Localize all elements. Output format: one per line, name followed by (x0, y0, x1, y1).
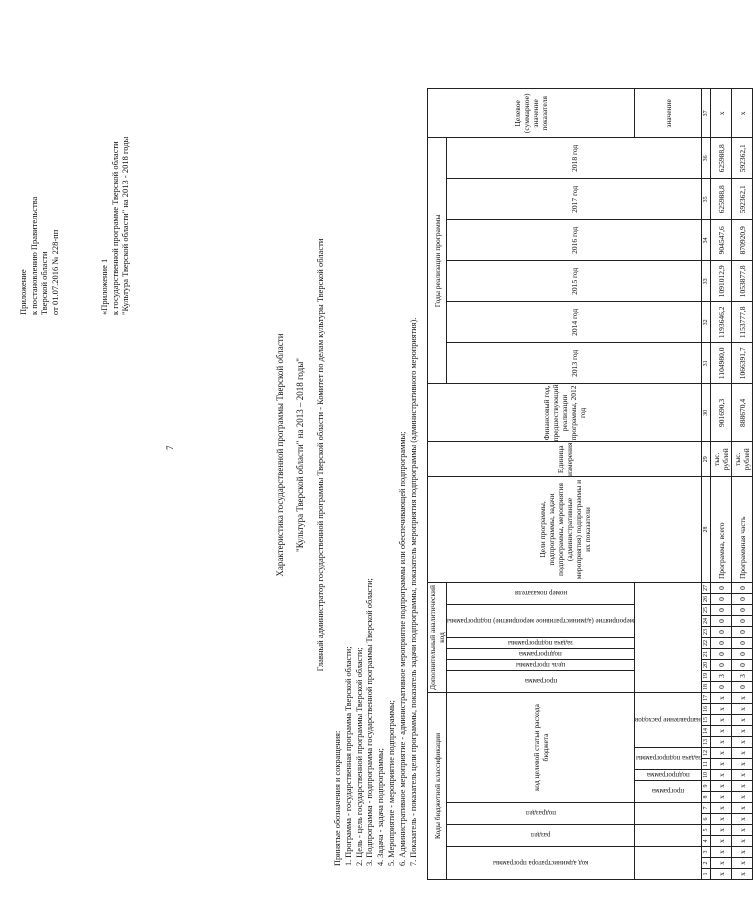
column-number: 25 (702, 605, 711, 616)
header-razdel: раздел (447, 825, 635, 847)
column-number: 20 (702, 660, 711, 671)
column-number: 29 (702, 442, 711, 477)
header-podrazdel: подраздел (447, 803, 635, 825)
header-dop-programma: программа (447, 671, 635, 693)
doc-subtitle: "Культура Тверской области" на 2013 – 2018 годы" (295, 358, 305, 552)
column-number: 18 (702, 682, 711, 693)
code-cell: x (711, 781, 732, 792)
appendix-line: к постановлению Правительства (28, 196, 39, 315)
column-number: 33 (702, 261, 711, 302)
code-cell: x (732, 814, 753, 825)
program-table (427, 88, 753, 880)
code-cell: 0 (711, 627, 732, 638)
code-cell: 0 (711, 605, 732, 616)
code-cell: x (711, 847, 732, 858)
table-row (732, 89, 753, 880)
code-cell: x (732, 825, 753, 836)
row-year-value: 592362,1 (732, 138, 753, 179)
header-admin-code: код администратора программы (447, 847, 635, 880)
column-number: 5 (702, 825, 711, 836)
column-number: 31 (702, 343, 711, 384)
column-number: 14 (702, 726, 711, 737)
doc-title: Характеристика государственной программы Тверской области (275, 333, 285, 577)
row-year-value: 592362,1 (732, 179, 753, 220)
code-cell: x (711, 858, 732, 869)
code-cell: x (732, 770, 753, 781)
column-number: 27 (702, 583, 711, 594)
header-fin-year: Финансовый год, предшествующий реализации программы, 2012 год (428, 384, 702, 442)
code-cell: x (711, 803, 732, 814)
rotated-sheet (15, 20, 751, 890)
code-cell: 0 (711, 682, 732, 693)
column-number: 12 (702, 748, 711, 759)
column-number: 2 (702, 858, 711, 869)
header-programma: программа (635, 781, 702, 803)
code-cell: 0 (732, 583, 753, 594)
header-value: значение (635, 89, 702, 138)
appendix-line: Тверской области (39, 251, 49, 315)
code-cell: x (732, 715, 753, 726)
code-cell: 3 (711, 671, 732, 682)
code-cell: 3 (732, 671, 753, 682)
column-number: 37 (702, 89, 711, 138)
header-dop-nomer: номер показателя (447, 583, 635, 605)
row-year-value: 1053877,8 (732, 261, 753, 302)
code-cell: 0 (732, 627, 753, 638)
code-cell: x (711, 770, 732, 781)
admin-line: Главный администратор государственной программы Тверской области - Комитет по делам культуры Тверской области (315, 238, 325, 672)
row-year-value: 870920,9 (732, 220, 753, 261)
column-number: 11 (702, 759, 711, 770)
code-cell: x (711, 715, 732, 726)
code-cell: x (732, 693, 753, 704)
code-cell: x (711, 726, 732, 737)
column-number: 7 (702, 803, 711, 814)
column-number: 8 (702, 792, 711, 803)
row-year-value: 625988,8 (711, 138, 732, 179)
code-cell: 0 (711, 594, 732, 605)
row-fin-value: 901690,3 (711, 384, 732, 442)
header-year-2017: 2017 год (447, 179, 702, 220)
row-year-value: 1091012,9 (711, 261, 732, 302)
code-cell: 0 (711, 616, 732, 627)
code-cell: 0 (732, 638, 753, 649)
row-unit: тыс. рублей (732, 442, 753, 477)
column-number: 19 (702, 671, 711, 682)
column-number: 9 (702, 781, 711, 792)
header-year-2014: 2014 год (447, 302, 702, 343)
column-number: 26 (702, 594, 711, 605)
notes-block (333, 318, 419, 866)
column-number: 21 (702, 649, 711, 660)
column-number: 22 (702, 638, 711, 649)
page-number: 7 (165, 445, 175, 450)
appendix-line: Приложение (18, 269, 28, 315)
code-cell: x (732, 792, 753, 803)
header-dop-code: Дополнительный аналитический код (428, 583, 447, 693)
appendix-line: к государственной программе Тверской области (109, 141, 120, 315)
code-cell: x (732, 748, 753, 759)
row-year-value: 1104980,0 (711, 343, 732, 384)
row-year-value: 904547,6 (711, 220, 732, 261)
header-zadacha: задача подпрограммы (635, 748, 702, 770)
header-dop-meropriyatie: мероприятие (административное мероприятие) подпрограммы (447, 605, 635, 638)
code-cell: 0 (732, 682, 753, 693)
code-cell: x (711, 792, 732, 803)
appendix-block (18, 197, 60, 315)
column-number: 34 (702, 220, 711, 261)
column-number: 23 (702, 627, 711, 638)
header-dop-cel: цель программы (447, 660, 635, 671)
note-line: Принятые обозначения и сокращения: (333, 730, 342, 866)
appendix-line: «Приложение 1 (99, 258, 109, 315)
note-line: 6. Административное мероприятие - административное мероприятие подпрограммы или обеспечивающей подпрограммы; (397, 431, 407, 866)
row-target-value: x (732, 89, 753, 138)
column-numbers-row (702, 89, 711, 880)
note-line: 4. Задача - задача подпрограммы; (376, 748, 386, 866)
table-row (711, 89, 732, 880)
column-number: 4 (702, 836, 711, 847)
column-number: 3 (702, 847, 711, 858)
column-number: 17 (702, 693, 711, 704)
note-line: 7. Показатель - показатель цели программы, показатель задачи подпрограммы, показатель мероприятия подпрограммы (административного мероприятия). (408, 317, 418, 866)
code-cell: 0 (732, 605, 753, 616)
appendix-block-2 (99, 137, 131, 315)
note-line: 5. Мероприятие - мероприятие подпрограммы; (386, 700, 396, 866)
code-cell: 0 (711, 638, 732, 649)
header-year-2018: 2018 год (447, 138, 702, 179)
row-target-value: x (711, 89, 732, 138)
column-number: 16 (702, 704, 711, 715)
header-csr: код целевой статьи расхода бюджета (447, 693, 635, 803)
header-napravlenie: направление расходов (635, 693, 702, 748)
column-number: 6 (702, 814, 711, 825)
code-cell: x (732, 781, 753, 792)
column-number: 10 (702, 770, 711, 781)
column-number: 35 (702, 179, 711, 220)
header-dop-podprogramma: подпрограмма (447, 649, 635, 660)
code-cell: 0 (711, 583, 732, 594)
code-cell: x (711, 737, 732, 748)
code-cell: x (711, 814, 732, 825)
code-cell: x (732, 858, 753, 869)
column-number: 13 (702, 737, 711, 748)
row-fin-value: 888670,4 (732, 384, 753, 442)
column-number: 30 (702, 384, 711, 442)
code-cell: x (732, 759, 753, 770)
appendix-line: от 01.07.2016 № 228-пп (49, 229, 60, 315)
note-line: 1. Программа - государственная программа Тверской области; (343, 646, 353, 866)
header-year-2015: 2015 год (447, 261, 702, 302)
code-cell: 0 (732, 616, 753, 627)
note-line: 2. Цель - цель государственной программы Тверской области; (354, 647, 364, 866)
code-cell: x (732, 704, 753, 715)
code-cell: x (711, 759, 732, 770)
code-cell: x (732, 737, 753, 748)
code-cell: 0 (732, 660, 753, 671)
code-cell: 0 (732, 594, 753, 605)
code-cell: x (732, 836, 753, 847)
row-name: Программная часть (732, 477, 753, 583)
column-number: 28 (702, 477, 711, 583)
column-number: 24 (702, 616, 711, 627)
code-cell: x (711, 693, 732, 704)
column-number: 15 (702, 715, 711, 726)
code-cell: 0 (732, 649, 753, 660)
header-names: Цели программы, подпрограммы, задачи подпрограммы, мероприятия (административные мероприятия) подпрограммы и их показатели (428, 477, 702, 583)
code-cell: x (732, 803, 753, 814)
code-cell: x (711, 869, 732, 880)
column-number: 36 (702, 138, 711, 179)
header-unit: Единица измерения (428, 442, 702, 477)
code-cell: x (711, 825, 732, 836)
header-year-2016: 2016 год (447, 220, 702, 261)
row-year-value: 1193646,2 (711, 302, 732, 343)
header-budget-codes: Коды бюджетной классификации (428, 693, 447, 880)
header-years: Годы реализации программы (428, 138, 447, 384)
code-cell: x (711, 836, 732, 847)
appendix-line: "Культура Тверской области" на 2013 - 2018 годы (120, 136, 130, 315)
row-year-value: 1066391,7 (732, 343, 753, 384)
header-year-2013: 2013 год (447, 343, 702, 384)
header-target: Целевое (суммарное) значение показателя (428, 89, 635, 138)
code-cell: 0 (711, 660, 732, 671)
row-year-value: 1153777,8 (732, 302, 753, 343)
code-cell: x (732, 869, 753, 880)
code-cell: x (711, 704, 732, 715)
code-cell: x (711, 748, 732, 759)
row-name: Программа, всего (711, 477, 732, 583)
code-cell: x (732, 847, 753, 858)
note-line: 3. Подпрограмма - подпрограмма государственной программы Тверской области; (365, 578, 375, 866)
code-cell: 0 (711, 649, 732, 660)
header-podprogramma: подпрограмма (635, 770, 702, 781)
code-cell: x (732, 726, 753, 737)
column-number: 32 (702, 302, 711, 343)
header-dop-zadacha: задача подпрограммы (447, 638, 635, 649)
row-year-value: 625988,8 (711, 179, 732, 220)
row-unit: тыс. рублей (711, 442, 732, 477)
column-number: 1 (702, 869, 711, 880)
